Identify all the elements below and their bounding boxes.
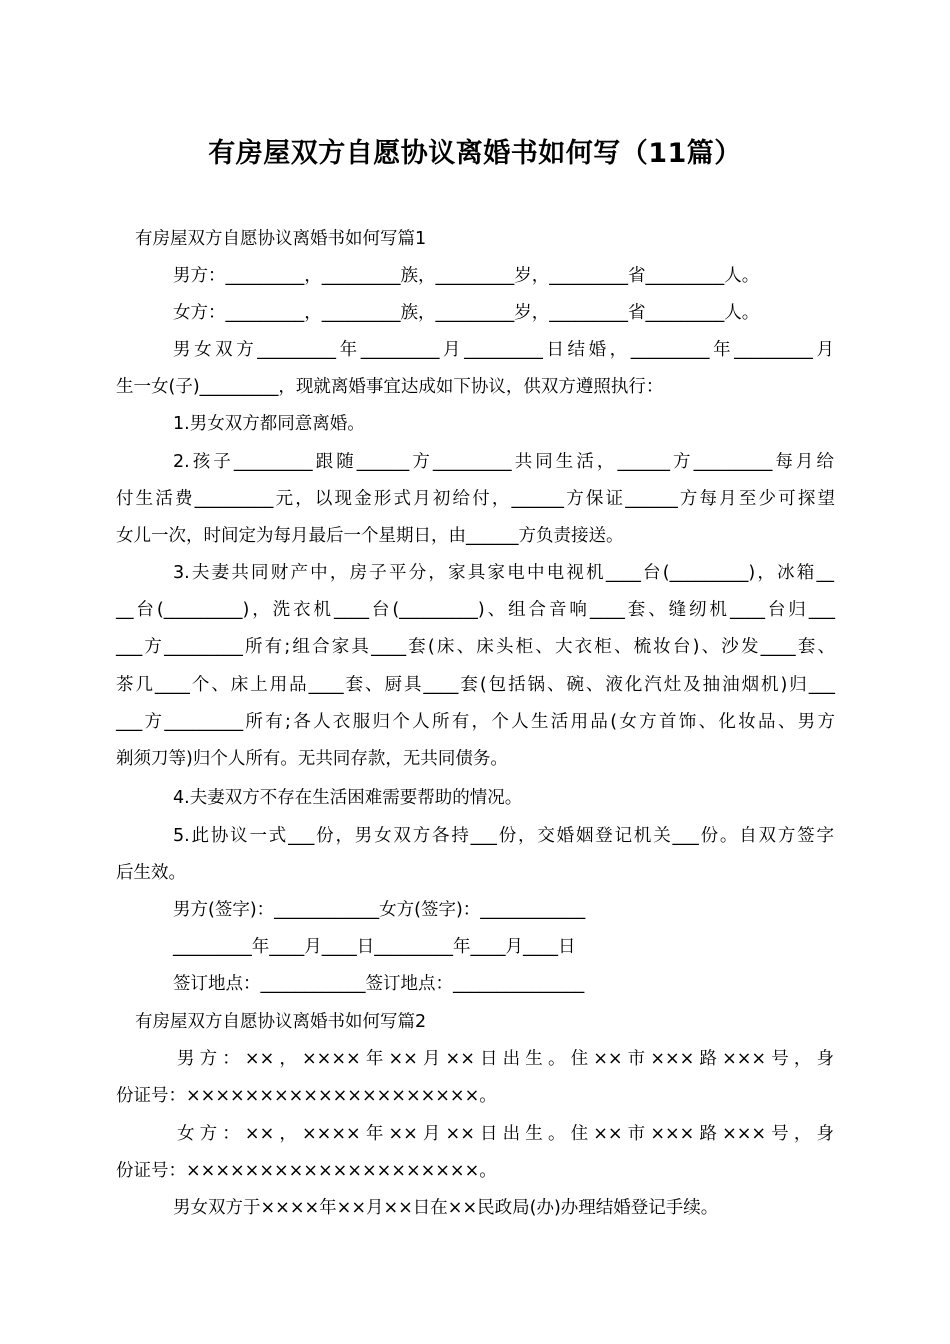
paragraph-line: __台(_________)，洗衣机____台(_________)、组合音响____套、缝纫机____台归___ <box>116 600 835 620</box>
paragraph-line: 女方：_________，_________族，_________岁，_________省_________人。 <box>173 303 760 323</box>
paragraph-line: 付生活费_________元，以现金形式月初给付，______方保证______方每月至少可探望 <box>116 489 835 509</box>
paragraph-line: ___方_________所有;组合家具____套(床、床头柜、大衣柜、梳妆台)、沙发____套、 <box>116 637 835 657</box>
paragraph-line: 后生效。 <box>116 863 186 883</box>
paragraph-line: 份证号：××××××××××××××××××××。 <box>116 1086 497 1106</box>
paragraph-line: 茶几____个、床上用品____套、厨具____套(包括锅、碗、液化汽灶及抽油烟机)归___ <box>116 675 835 695</box>
paragraph-line: 男方：××，××××年××月××日出生。住××市×××路×××号，身 <box>177 1049 834 1069</box>
section-heading: 有房屋双方自愿协议离婚书如何写篇1 <box>135 229 427 249</box>
paragraph-line: 4.夫妻双方不存在生活困难需要帮助的情况。 <box>173 788 523 808</box>
paragraph-line: 女儿一次，时间定为每月最后一个星期日，由______方负责接送。 <box>116 526 624 546</box>
paragraph-line: 剃须刀等)归个人所有。无共同存款，无共同债务。 <box>116 749 508 769</box>
paragraph-line: 2.孩子_________跟随______方_________共同生活，______方_________每月给 <box>173 452 834 472</box>
paragraph-line: 5.此协议一式___份，男女双方各持___份，交婚姻登记机关___份。自双方签字 <box>173 826 834 846</box>
paragraph-line: 3.夫妻共同财产中，房子平分，家具家电中电视机____台(_________)，冰箱__ <box>173 563 834 583</box>
document-title: 有房屋双方自愿协议离婚书如何写（11篇） <box>208 138 742 169</box>
signature-line: 男方(签字)：____________女方(签字)：____________ <box>173 900 586 920</box>
paragraph-line: 生一女(子)_________，现就离婚事宜达成如下协议，供双方遵照执行： <box>116 377 664 397</box>
section-heading: 有房屋双方自愿协议离婚书如何写篇2 <box>135 1012 427 1032</box>
paragraph-line: 1.男女双方都同意离婚。 <box>173 414 365 434</box>
paragraph-line: ___方_________所有;各人衣服归个人所有，个人生活用品(女方首饰、化妆品、男方 <box>116 712 835 732</box>
date-line: _________年____月____日_________年____月____日 <box>173 937 576 957</box>
paragraph-line: 男女双方_________年_________月_________日结婚，_________年_________月 <box>173 340 834 360</box>
paragraph-line: 女方：××，××××年××月××日出生。住××市×××路×××号，身 <box>177 1124 834 1144</box>
paragraph-line: 男女双方于××××年××月××日在××民政局(办)办理结婚登记手续。 <box>173 1198 719 1218</box>
paragraph-line: 份证号：××××××××××××××××××××。 <box>116 1161 497 1181</box>
paragraph-line: 男方：_________，_________族，_________岁，_________省_________人。 <box>173 266 760 286</box>
location-line: 签订地点：____________签订地点：_______________ <box>173 974 585 994</box>
